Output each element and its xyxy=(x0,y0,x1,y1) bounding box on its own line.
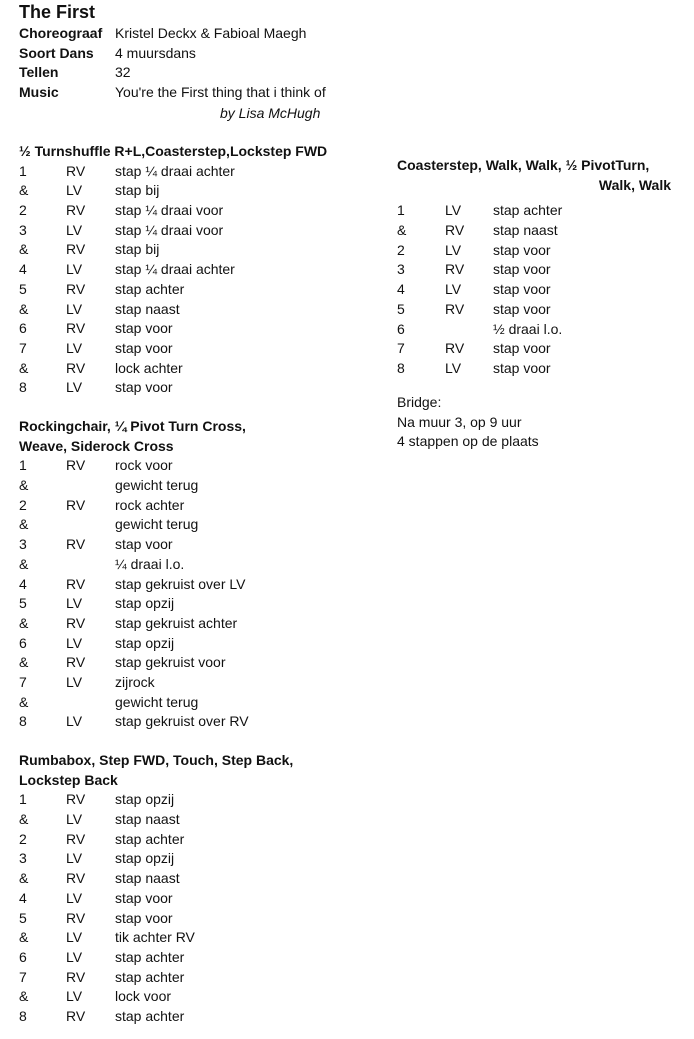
step-description: stap voor xyxy=(493,241,551,258)
step-row xyxy=(19,535,379,555)
step-description: lock voor xyxy=(115,988,172,1005)
step-count: 1 xyxy=(19,162,27,179)
step-foot: LV xyxy=(445,281,462,298)
step-foot: RV xyxy=(66,791,86,808)
step-description: stap voor xyxy=(115,909,173,926)
step-row xyxy=(19,909,379,929)
step-foot: RV xyxy=(445,222,465,239)
step-count: & xyxy=(19,300,29,317)
info-row-counts xyxy=(19,63,379,83)
step-row xyxy=(397,339,671,359)
step-description: stap bij xyxy=(115,182,160,199)
step-description: stap achter xyxy=(493,202,563,219)
step-count: & xyxy=(19,241,29,258)
step-list xyxy=(19,456,379,732)
step-count: & xyxy=(19,654,29,671)
step-description: stap voor xyxy=(115,889,173,906)
step-foot: RV xyxy=(66,457,86,474)
step-description: stap voor xyxy=(493,261,551,278)
step-description: stap voor xyxy=(115,339,173,356)
step-row xyxy=(19,693,379,713)
step-foot: LV xyxy=(66,182,83,199)
step-description: ½ draai l.o. xyxy=(493,320,563,337)
step-description: stap gekruist achter xyxy=(115,614,238,631)
step-row xyxy=(19,614,379,634)
step-description: stap opzij xyxy=(115,850,175,867)
step-description: stap naast xyxy=(115,811,180,828)
step-row xyxy=(19,515,379,535)
step-foot: LV xyxy=(66,379,83,396)
section-heading-line2: Weave, Siderock Cross xyxy=(19,437,174,454)
section-heading-line2: Walk, Walk xyxy=(598,176,671,193)
step-list xyxy=(397,201,671,378)
step-count: 4 xyxy=(19,261,27,278)
step-count: 7 xyxy=(19,968,27,985)
section-heading: Coasterstep, Walk, Walk, ½ PivotTurn, xyxy=(397,157,650,173)
info-row-dance-type xyxy=(19,44,379,64)
step-foot: LV xyxy=(66,948,83,965)
step-description: stap voor xyxy=(493,359,551,376)
step-description: stap ¼ draai achter xyxy=(115,261,235,278)
info-label: Choreograaf xyxy=(19,25,103,41)
step-description: stap voor xyxy=(115,320,173,337)
step-row xyxy=(397,201,671,221)
step-foot: RV xyxy=(445,340,465,357)
step-description: stap opzij xyxy=(115,634,175,651)
step-foot: LV xyxy=(66,929,83,946)
step-foot: RV xyxy=(66,280,86,297)
step-row xyxy=(19,849,379,869)
step-description: rock achter xyxy=(115,496,185,513)
step-foot: LV xyxy=(66,261,83,278)
step-row xyxy=(19,221,379,241)
step-count: 6 xyxy=(397,320,405,337)
step-count: 6 xyxy=(19,634,27,651)
step-foot: RV xyxy=(66,1007,86,1024)
step-row xyxy=(19,928,379,948)
step-description: stap gekruist over RV xyxy=(115,713,249,730)
step-row xyxy=(19,712,379,732)
step-foot: LV xyxy=(66,850,83,867)
step-foot: RV xyxy=(445,261,465,278)
info-value: 4 muursdans xyxy=(115,44,196,61)
step-row xyxy=(397,280,671,300)
step-foot: RV xyxy=(66,202,86,219)
step-row xyxy=(397,300,671,320)
section-heading: Rumbabox, Step FWD, Touch, Step Back, xyxy=(19,752,294,768)
step-count: 7 xyxy=(397,340,405,357)
step-list xyxy=(19,162,379,398)
step-description: stap naast xyxy=(115,300,180,317)
step-foot: RV xyxy=(66,909,86,926)
step-count: & xyxy=(19,929,29,946)
step-foot: RV xyxy=(445,300,465,317)
step-count: & xyxy=(19,614,29,631)
step-count: 8 xyxy=(19,713,27,730)
step-row xyxy=(19,162,379,182)
step-foot: RV xyxy=(66,968,86,985)
step-row xyxy=(19,240,379,260)
step-count: & xyxy=(19,988,29,1005)
step-row xyxy=(19,575,379,595)
step-description: stap achter xyxy=(115,280,185,297)
step-row xyxy=(19,280,379,300)
step-count: & xyxy=(19,182,29,199)
info-value: 32 xyxy=(115,64,131,81)
step-description: stap opzij xyxy=(115,595,175,612)
step-foot: LV xyxy=(66,673,83,690)
step-row xyxy=(19,594,379,614)
step-description: stap achter xyxy=(115,948,185,965)
step-row xyxy=(19,181,379,201)
step-foot: LV xyxy=(66,811,83,828)
step-description: stap gekruist voor xyxy=(115,654,226,671)
step-row xyxy=(19,300,379,320)
step-count: 5 xyxy=(397,300,405,317)
step-foot: RV xyxy=(66,359,86,376)
section-turnshuffle xyxy=(19,142,379,398)
step-row xyxy=(19,456,379,476)
step-description: stap achter xyxy=(115,968,185,985)
step-count: 6 xyxy=(19,320,27,337)
step-count: 3 xyxy=(19,536,27,553)
step-count: 1 xyxy=(19,791,27,808)
step-count: 8 xyxy=(19,1007,27,1024)
step-description: stap ¼ draai voor xyxy=(115,221,224,238)
step-foot: RV xyxy=(66,654,86,671)
step-description: stap gekruist over LV xyxy=(115,575,246,592)
step-count: 1 xyxy=(19,457,27,474)
step-description: stap bij xyxy=(115,241,160,258)
step-count: & xyxy=(19,477,29,494)
step-description: stap ¼ draai achter xyxy=(115,162,235,179)
step-foot: LV xyxy=(66,339,83,356)
step-row xyxy=(19,948,379,968)
step-row xyxy=(19,1007,379,1027)
step-row xyxy=(19,673,379,693)
step-row xyxy=(19,378,379,398)
step-row xyxy=(19,889,379,909)
step-foot: LV xyxy=(66,595,83,612)
page-title: The First xyxy=(19,2,96,22)
step-foot: LV xyxy=(66,988,83,1005)
bridge-label: Bridge: xyxy=(397,394,442,410)
section-coasterstep xyxy=(397,156,671,379)
step-description: stap opzij xyxy=(115,791,175,808)
step-row xyxy=(397,320,671,340)
step-foot: LV xyxy=(445,241,462,258)
step-count: 2 xyxy=(397,241,405,258)
step-count: & xyxy=(397,222,407,239)
bridge-line: 4 stappen op de plaats xyxy=(397,433,539,450)
step-count: 5 xyxy=(19,280,27,297)
step-count: 7 xyxy=(19,673,27,690)
info-label: Tellen xyxy=(19,64,59,81)
step-count: 3 xyxy=(397,261,405,278)
bridge-line: Na muur 3, op 9 uur xyxy=(397,413,522,430)
section-heading-line2: Lockstep Back xyxy=(19,771,118,788)
music-artist-credit: by Lisa McHugh xyxy=(220,105,321,121)
bridge-note xyxy=(397,393,539,452)
section-heading: ½ Turnshuffle R+L,Coasterstep,Lockstep FWD xyxy=(19,143,328,159)
step-description: stap naast xyxy=(493,222,558,239)
step-description: tik achter RV xyxy=(115,929,195,946)
step-description: stap voor xyxy=(493,281,551,298)
dance-info xyxy=(19,24,379,121)
step-row xyxy=(19,339,379,359)
step-count: 1 xyxy=(397,202,405,219)
info-label: Music xyxy=(19,84,59,101)
step-row xyxy=(19,810,379,830)
step-count: & xyxy=(19,870,29,887)
section-heading: Rockingchair, ¼ Pivot Turn Cross, xyxy=(19,418,246,434)
info-row-music xyxy=(19,83,379,103)
info-value: You're the First thing that i think of xyxy=(115,84,326,101)
step-count: 2 xyxy=(19,496,27,513)
step-list xyxy=(19,790,379,1026)
info-value: Kristel Deckx & Fabioal Maegh xyxy=(115,25,307,41)
step-description: zijrock xyxy=(115,673,155,690)
step-row xyxy=(397,359,671,379)
step-row xyxy=(19,201,379,221)
step-row xyxy=(397,241,671,261)
step-row xyxy=(397,221,671,241)
step-foot: RV xyxy=(66,162,86,179)
step-description: stap achter xyxy=(115,1007,185,1024)
step-foot: RV xyxy=(66,536,86,553)
step-description: rock voor xyxy=(115,457,173,474)
step-description: ¼ draai l.o. xyxy=(115,555,185,572)
step-foot: LV xyxy=(66,713,83,730)
step-count: 5 xyxy=(19,909,27,926)
step-foot: LV xyxy=(66,300,83,317)
step-description: gewicht terug xyxy=(115,477,199,494)
step-row xyxy=(19,476,379,496)
info-label: Soort Dans xyxy=(19,44,94,61)
step-description: stap naast xyxy=(115,870,180,887)
step-count: 4 xyxy=(19,889,27,906)
step-count: 8 xyxy=(397,359,405,376)
step-foot: RV xyxy=(66,575,86,592)
step-row xyxy=(19,260,379,280)
step-row xyxy=(19,555,379,575)
step-row xyxy=(19,968,379,988)
step-foot: LV xyxy=(66,634,83,651)
step-count: & xyxy=(19,359,29,376)
step-count: & xyxy=(19,516,29,533)
step-count: 4 xyxy=(397,281,405,298)
step-foot: LV xyxy=(445,359,462,376)
step-row xyxy=(19,359,379,379)
section-rumbabox xyxy=(19,751,379,1027)
step-foot: RV xyxy=(66,496,86,513)
step-row xyxy=(19,496,379,516)
step-description: stap voor xyxy=(115,536,173,553)
step-row xyxy=(19,319,379,339)
step-description: stap achter xyxy=(115,830,185,847)
step-count: & xyxy=(19,555,29,572)
step-foot: LV xyxy=(66,221,83,238)
step-row xyxy=(19,830,379,850)
step-description: stap ¼ draai voor xyxy=(115,202,224,219)
step-row xyxy=(19,987,379,1007)
step-row xyxy=(19,653,379,673)
step-count: 7 xyxy=(19,339,27,356)
step-foot: RV xyxy=(66,320,86,337)
step-foot: RV xyxy=(66,614,86,631)
step-foot: RV xyxy=(66,241,86,258)
step-count: & xyxy=(19,693,29,710)
step-count: 3 xyxy=(19,221,27,238)
step-count: 5 xyxy=(19,595,27,612)
step-row xyxy=(19,634,379,654)
info-row-choreographer xyxy=(19,24,379,44)
step-description: gewicht terug xyxy=(115,516,199,533)
step-description: lock achter xyxy=(115,359,183,376)
step-foot: LV xyxy=(66,889,83,906)
step-row xyxy=(19,869,379,889)
step-count: & xyxy=(19,811,29,828)
section-rockingchair xyxy=(19,417,379,732)
step-count: 2 xyxy=(19,830,27,847)
step-description: stap voor xyxy=(493,300,551,317)
step-description: stap voor xyxy=(493,340,551,357)
step-description: gewicht terug xyxy=(115,693,199,710)
step-row xyxy=(397,260,671,280)
step-count: 6 xyxy=(19,948,27,965)
step-count: 4 xyxy=(19,575,27,592)
step-count: 8 xyxy=(19,379,27,396)
step-foot: RV xyxy=(66,870,86,887)
step-count: 2 xyxy=(19,202,27,219)
step-description: stap voor xyxy=(115,379,173,396)
step-foot: RV xyxy=(66,830,86,847)
step-foot: LV xyxy=(445,202,462,219)
step-count: 3 xyxy=(19,850,27,867)
step-row xyxy=(19,790,379,810)
